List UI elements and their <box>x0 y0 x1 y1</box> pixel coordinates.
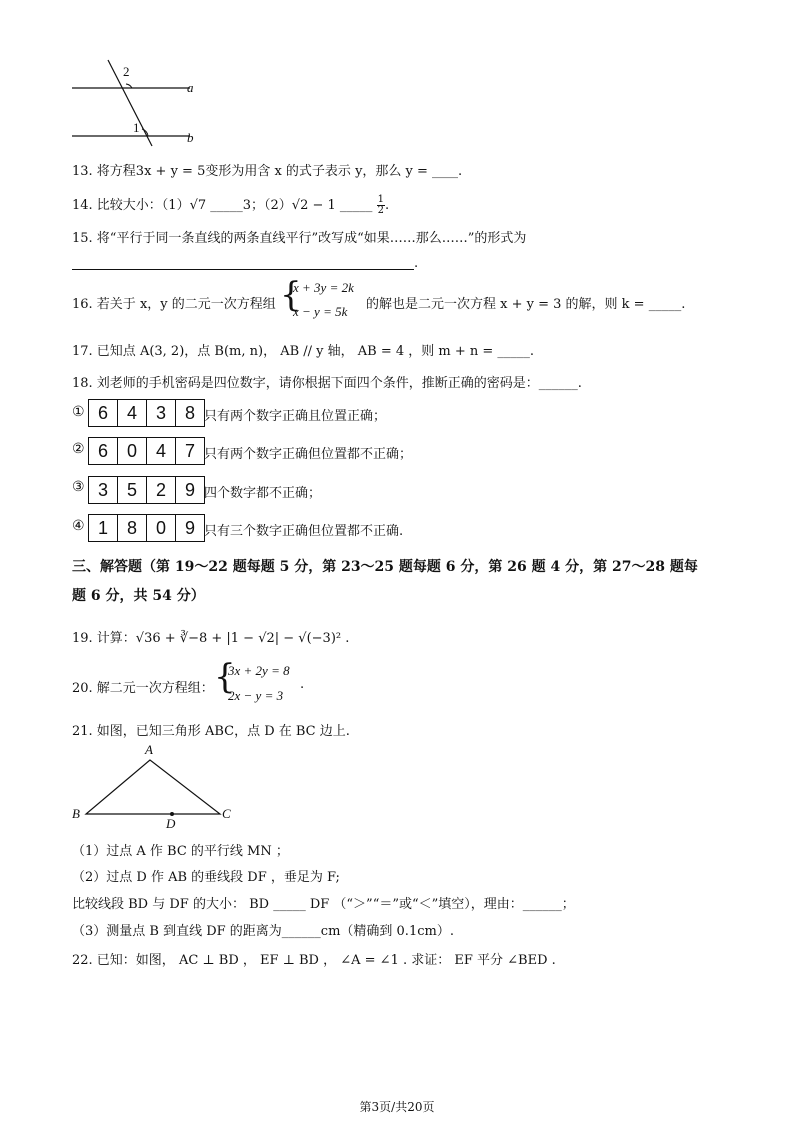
question-17: 17. 已知点 A(3, 2)，点 B(m, n)， AB // y 轴， AB = 4 ，则 m + n = _____. <box>72 344 535 359</box>
section-3-heading-line2: 题 6 分，共 54 分） <box>72 588 205 604</box>
system-brace-20: { <box>214 657 236 697</box>
section-3-heading-line1: 三、解答题（第 19～22 题每题 5 分，第 23～25 题每题 6 分，第 26 题 4 分，第 27～28 题每 <box>72 559 698 575</box>
question-20-prefix: 20. 解二元一次方程组： <box>72 681 214 696</box>
question-15: 15. 将“平行于同一条直线的两条直线平行”改写成“如果……那么……”的形式为 <box>72 231 527 246</box>
digit-cell: 7 <box>184 440 195 461</box>
digit-cell: 9 <box>184 479 195 500</box>
digit-cell: 8 <box>118 515 147 541</box>
question-21-part2: （2）过点 D 作 AB 的垂线段 DF ，垂足为 F; <box>72 870 340 885</box>
digit-cell: 0 <box>147 515 176 541</box>
line-b-label: b <box>187 130 194 145</box>
question-15-end: . <box>414 256 419 271</box>
condition-3-mark: ③ <box>72 479 85 495</box>
question-16-prefix: 16. 若关于 x，y 的二元一次方程组 <box>72 297 276 312</box>
triangle-abc <box>86 760 220 814</box>
question-16-eq1: x + 3y = 2k <box>293 280 354 295</box>
digit-cell: 8 <box>184 402 195 423</box>
digit-cell: 9 <box>184 517 195 538</box>
page-footer: 第3页/共20页 <box>359 1100 435 1114</box>
question-16-suffix: 的解也是二元一次方程 x + y = 3 的解，则 k = _____. <box>366 297 686 312</box>
condition-4-mark: ④ <box>72 518 85 534</box>
condition-2-desc: 只有两个数字正确但位置都不正确； <box>204 447 413 462</box>
question-14 <box>72 194 389 216</box>
question-18: 18. 刘老师的手机密码是四位数字，请你根据下面四个条件，推断正确的密码是：______. <box>72 376 582 391</box>
point-d-label: D <box>166 816 176 831</box>
system-brace: { <box>280 275 302 315</box>
digit-cell: 1 <box>89 515 118 541</box>
question-20-end: . <box>300 677 305 692</box>
angle-2-label: 2 <box>123 64 130 79</box>
question-14-text: 14. 比较大小：（1）√7 _____3；（2）√2 − 1 _____ <box>72 198 377 213</box>
question-14-end: . <box>384 198 390 213</box>
condition-3-digits <box>88 476 205 504</box>
digit-cell: 4 <box>147 438 176 464</box>
digit-cell: 4 <box>118 400 147 426</box>
condition-1-desc: 只有两个数字正确且位置正确； <box>204 409 387 424</box>
question-16-eq2: x − y = 5k <box>293 304 348 319</box>
condition-3-desc: 四个数字都不正确； <box>204 486 322 501</box>
vertex-b-label: B <box>72 806 80 821</box>
condition-1-digits <box>88 399 205 427</box>
question-21-part3: （3）测量点 B 到直线 DF 的距离为______cm（精确到 0.1cm）. <box>72 924 454 939</box>
condition-1-mark: ① <box>72 404 85 420</box>
angle-1-label: 1 <box>133 120 140 135</box>
digit-cell: 3 <box>147 400 176 426</box>
vertex-c-label: C <box>222 806 231 821</box>
question-20-eq2: 2x − y = 3 <box>228 688 284 703</box>
condition-4-digits <box>88 514 205 542</box>
digit-cell: 6 <box>89 438 118 464</box>
digit-cell: 0 <box>118 438 147 464</box>
question-20-eq1: 3x + 2y = 8 <box>228 663 290 678</box>
question-22: 22. 已知：如图， AC ⊥ BD ， EF ⊥ BD ， ∠A = ∠1 . 求证： EF 平分 ∠BED . <box>72 953 556 968</box>
condition-4-desc: 只有三个数字正确但位置都不正确. <box>204 524 404 539</box>
line-a-label: a <box>187 80 194 95</box>
condition-2-digits <box>88 437 205 465</box>
digit-cell: 6 <box>89 400 118 426</box>
digit-cell: 2 <box>147 477 176 503</box>
question-21: 21. 如图，已知三角形 ABC，点 D 在 BC 边上. <box>72 724 350 739</box>
fraction-one-half <box>377 195 385 216</box>
condition-2-mark: ② <box>72 441 85 457</box>
question-21-part2b: 比较线段 BD 与 DF 的大小： BD _____ DF （“＞”“＝”或“＜”填空），理由：______； <box>72 897 575 912</box>
question-15-answer-line <box>72 257 414 270</box>
vertex-a-label: A <box>145 742 153 757</box>
fraction-numerator: 1 <box>377 194 384 205</box>
question-19: 19. 计算：√36 + ∛−8 + |1 − √2| − √(−3)² . <box>72 631 350 646</box>
parallel-lines-figure <box>60 52 220 152</box>
question-13: 13. 将方程3x + y = 5变形为用含 x 的式子表示 y，那么 y = ____. <box>72 164 463 179</box>
fraction-denominator: 2 <box>377 205 384 216</box>
digit-cell: 3 <box>89 477 118 503</box>
transversal-line <box>108 60 152 146</box>
question-21-part1: （1）过点 A 作 BC 的平行线 MN ； <box>72 844 289 859</box>
digit-cell: 5 <box>118 477 147 503</box>
